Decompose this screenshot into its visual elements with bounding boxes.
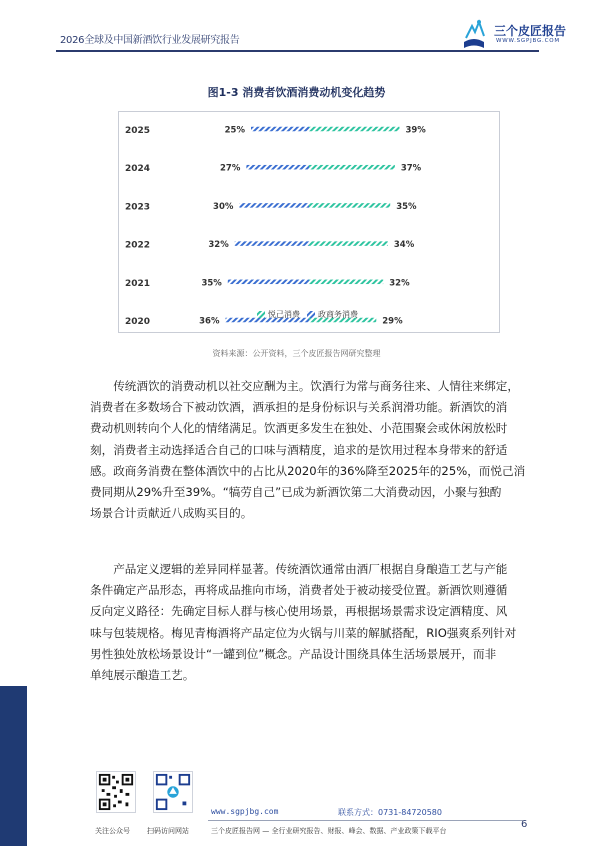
y-tick-label: 2023 xyxy=(125,202,151,213)
paragraph-line: 场景合计贡献近八成购买目的。 xyxy=(90,506,253,521)
data-label: 29% xyxy=(382,316,403,327)
data-label: 35% xyxy=(396,201,417,212)
bar-self-reward xyxy=(309,280,383,285)
data-label: 36% xyxy=(199,316,220,327)
side-accent-bar xyxy=(0,686,27,846)
data-label: 32% xyxy=(208,240,229,251)
bar-business xyxy=(251,127,309,132)
bar-business xyxy=(239,203,309,208)
page-number: 6 xyxy=(521,819,528,830)
footer-divider xyxy=(208,820,523,821)
paragraph-line: 费动机则转向个人化的情绪满足。饮酒更多发生在独处、小范围聚会或休闲放松时 xyxy=(90,421,508,436)
report-header-title: 2026全球及中国新酒饮行业发展研究报告 xyxy=(60,35,240,46)
wechat-qr-code[interactable] xyxy=(96,771,136,813)
data-label: 27% xyxy=(220,163,241,174)
brand-name: 三个皮匠报告 xyxy=(494,24,567,38)
bar-business xyxy=(235,241,309,246)
website-qr-label: 扫码访问网站 xyxy=(147,827,189,835)
figure-source: 资料来源：公开资料，三个皮匠报告网研究整理 xyxy=(212,349,381,358)
footer-website-link[interactable]: www.sgpjbg.com xyxy=(211,807,279,816)
footer-contact: 联系方式：0731-84720580 xyxy=(338,808,442,817)
footer-tagline: 三个皮匠报告网 — 全行业研究报告、财报、峰会、数据、产业政策下载平台 xyxy=(211,827,447,835)
wechat-qr-label: 关注公众号 xyxy=(95,827,130,835)
paragraph-line: 条件确定产品形态，再将成品推向市场，消费者处于被动接受位置。新酒饮则遵循 xyxy=(90,583,508,598)
y-tick-label: 2021 xyxy=(125,278,151,289)
paragraph-line: 男性独处放松场景设计“一罐到位”概念。产品设计围绕具体生活场景展开，而非 xyxy=(90,646,497,661)
body-paragraph-1 xyxy=(90,376,526,524)
paragraph-line: 费同期从29%升至39%。“犒劳自己”已成为新酒饮第二大消费动因，小聚与独酌 xyxy=(90,485,502,500)
data-label: 25% xyxy=(224,125,245,136)
data-label: 37% xyxy=(400,163,422,174)
legend-label: 政商务消费 xyxy=(318,310,358,319)
data-label: 32% xyxy=(389,278,410,289)
y-tick-label: 2020 xyxy=(125,317,151,327)
bar-business xyxy=(228,280,309,285)
bar-self-reward xyxy=(309,127,399,132)
legend-label: 悦己消费 xyxy=(268,310,300,319)
y-tick-label: 2025 xyxy=(125,126,151,136)
data-label: 35% xyxy=(201,278,222,289)
bar-business xyxy=(246,165,309,170)
body-paragraph-2 xyxy=(90,559,517,686)
bar-self-reward xyxy=(309,241,388,246)
website-qr-code[interactable] xyxy=(153,771,193,813)
paragraph-line: 产品定义逻辑的差异同样显著。传统酒饮通常由酒厂根据自身酿造工艺与产能 xyxy=(113,562,508,576)
legend-swatch-self-reward xyxy=(257,311,265,318)
chart-svg xyxy=(119,112,499,332)
y-tick-label: 2024 xyxy=(125,164,151,175)
paragraph-line: 消费者在多数场合下被动饮酒，酒承担的是身份标识与关系润滑功能。新酒饮的消 xyxy=(90,400,508,415)
data-label: 39% xyxy=(405,125,426,136)
paragraph-line: 单纯展示酿造工艺。 xyxy=(90,668,195,683)
data-label: 34% xyxy=(393,240,415,251)
chart-container xyxy=(118,111,500,333)
paragraph-line: 味与包装规格。梅见青梅酒将产品定位为火锅与川菜的解腻搭配，RIO强爽系列针对 xyxy=(90,625,517,640)
data-label: 30% xyxy=(213,201,234,212)
paragraph-line: 感。政商务消费在整体酒饮中的占比从2020年的36%降至2025年的25%，而悦己消 xyxy=(90,463,526,478)
y-tick-label: 2022 xyxy=(125,240,151,251)
paragraph-line: 传统酒饮的消费动机以社交应酬为主。饮酒行为常与商务往来、人情往来绑定， xyxy=(113,379,519,393)
figure-title: 图1-3 消费者饮酒消费动机变化趋势 xyxy=(207,86,386,99)
legend-swatch-business xyxy=(307,311,315,318)
bar-self-reward xyxy=(309,203,390,208)
brand-url: WWW.SGPJBG.COM xyxy=(496,38,560,44)
bar-self-reward xyxy=(309,165,395,170)
paragraph-line: 刻，消费者主动选择适合自己的口味与酒精度，追求的是饮用过程本身带来的舒适 xyxy=(90,442,508,457)
book-icon xyxy=(464,20,484,48)
paragraph-line: 反向定义路径：先确定目标人群与核心使用场景，再根据场景需求设定酒精度、风 xyxy=(90,604,508,619)
